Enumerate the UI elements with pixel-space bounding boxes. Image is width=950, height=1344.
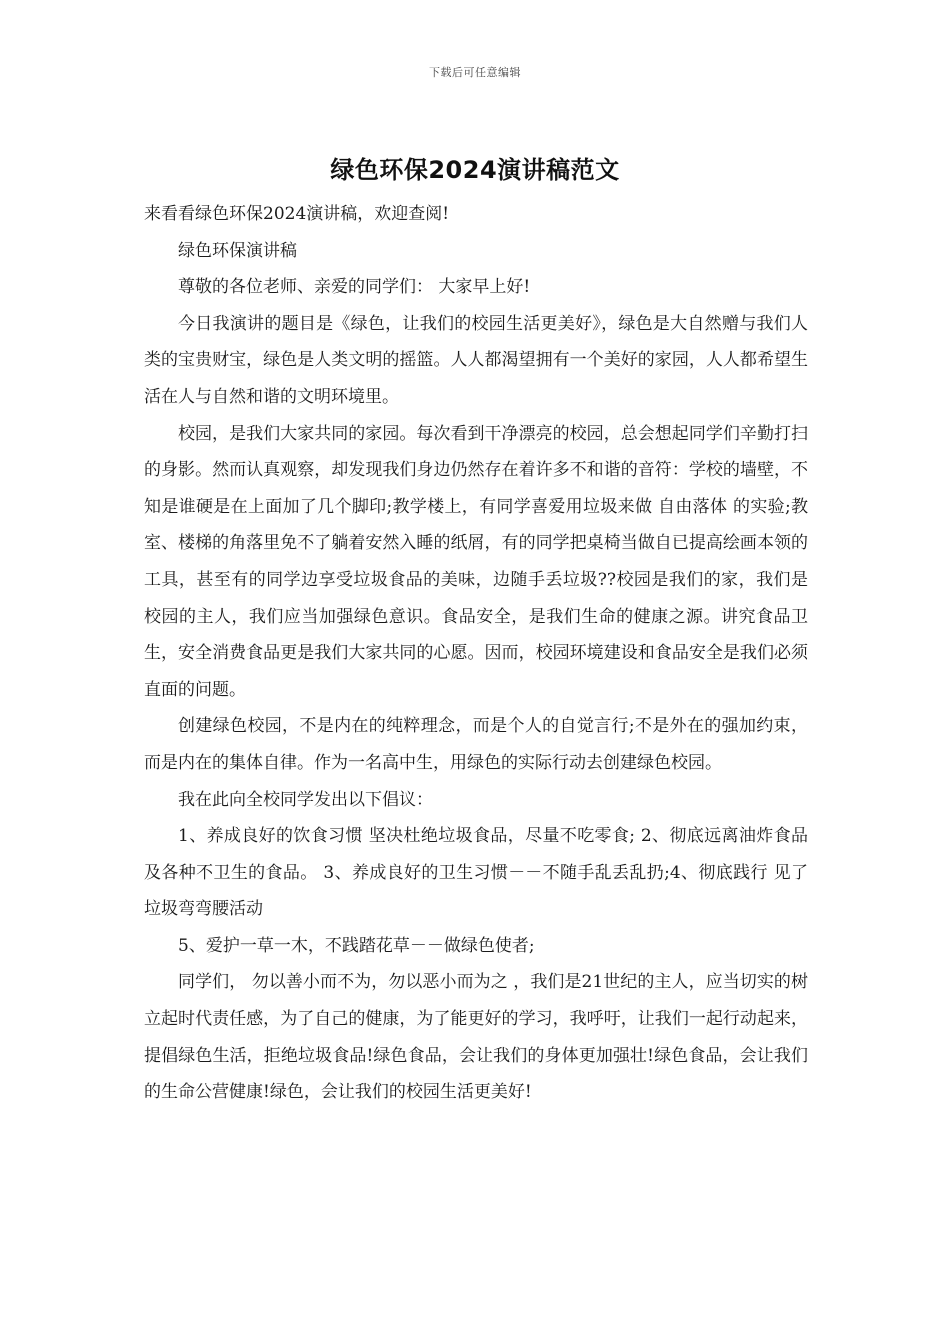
header-note: 下载后可任意编辑 bbox=[429, 66, 521, 79]
document-body bbox=[144, 196, 808, 1111]
document-title: 绿色环保2024演讲稿范文 bbox=[330, 156, 620, 184]
body-paragraph: 创建绿色校园，不是内在的纯粹理念，而是个人的自觉言行;不是外在的强加约束，而是内在的集体自律。作为一名高中生，用绿色的实际行动去创建绿色校园。 bbox=[144, 716, 808, 773]
subtitle-paragraph: 绿色环保演讲稿 bbox=[178, 240, 297, 261]
proposal-list-paragraph: 1、养成良好的饮食习惯 坚决杜绝垃圾食品，尽量不吃零食; 2、彻底远离油炸食品及各种不卫生的食品。 3、养成良好的卫生习惯－－不随手乱丢乱扔;4、彻底践行 见了垃圾弯弯腰活动 bbox=[144, 826, 808, 920]
closing-paragraph: 同学们， 勿以善小而不为，勿以恶小而为之 ，我们是21世纪的主人，应当切实的树立起时代责任感，为了自己的健康，为了能更好的学习，我呼吁，让我们一起行动起来，提倡绿色生活，拒绝垃圾食品!绿色食品，会让我们的身体更加强壮!绿色食品，会让我们的生命公营健康!绿色，会让我们的校园生活更美好! bbox=[144, 972, 808, 1103]
body-paragraph: 校园，是我们大家共同的家园。每次看到干净漂亮的校园，总会想起同学们辛勤打扫的身影。然而认真观察，却发现我们身边仍然存在着许多不和谐的音符：学校的墙壁，不知是谁硬是在上面加了几个脚印;教学楼上，有同学喜爱用垃圾来做 自由落体 的实验;教室、楼梯的角落里免不了躺着安然入睡的纸屑，有的同学把桌椅当做自已提高绘画本领的工具，甚至有的同学边享受垃圾食品的美味，边随手丢垃圾??校园是我们的家，我们是校园的主人，我们应当加强绿色意识。食品安全，是我们生命的健康之源。讲究食品卫生，安全消费食品更是我们大家共同的心愿。因而，校园环境建设和食品安全是我们必须直面的问题。 bbox=[144, 423, 808, 700]
body-paragraph: 今日我演讲的题目是《绿色，让我们的校园生活更美好》，绿色是大自然赠与我们人类的宝贵财宝，绿色是人类文明的摇篮。人人都渴望拥有一个美好的家园，人人都希望生活在人与自然和谐的文明环境里。 bbox=[144, 313, 808, 407]
body-paragraph: 我在此向全校同学发出以下倡议： bbox=[178, 789, 433, 810]
proposal-item-paragraph: 5、爱护一草一木，不践踏花草－－做绿色使者; bbox=[178, 935, 535, 956]
intro-paragraph: 来看看绿色环保2024演讲稿，欢迎查阅! bbox=[144, 204, 450, 224]
greeting-paragraph: 尊敬的各位老师、亲爱的同学们： 大家早上好! bbox=[178, 277, 531, 298]
